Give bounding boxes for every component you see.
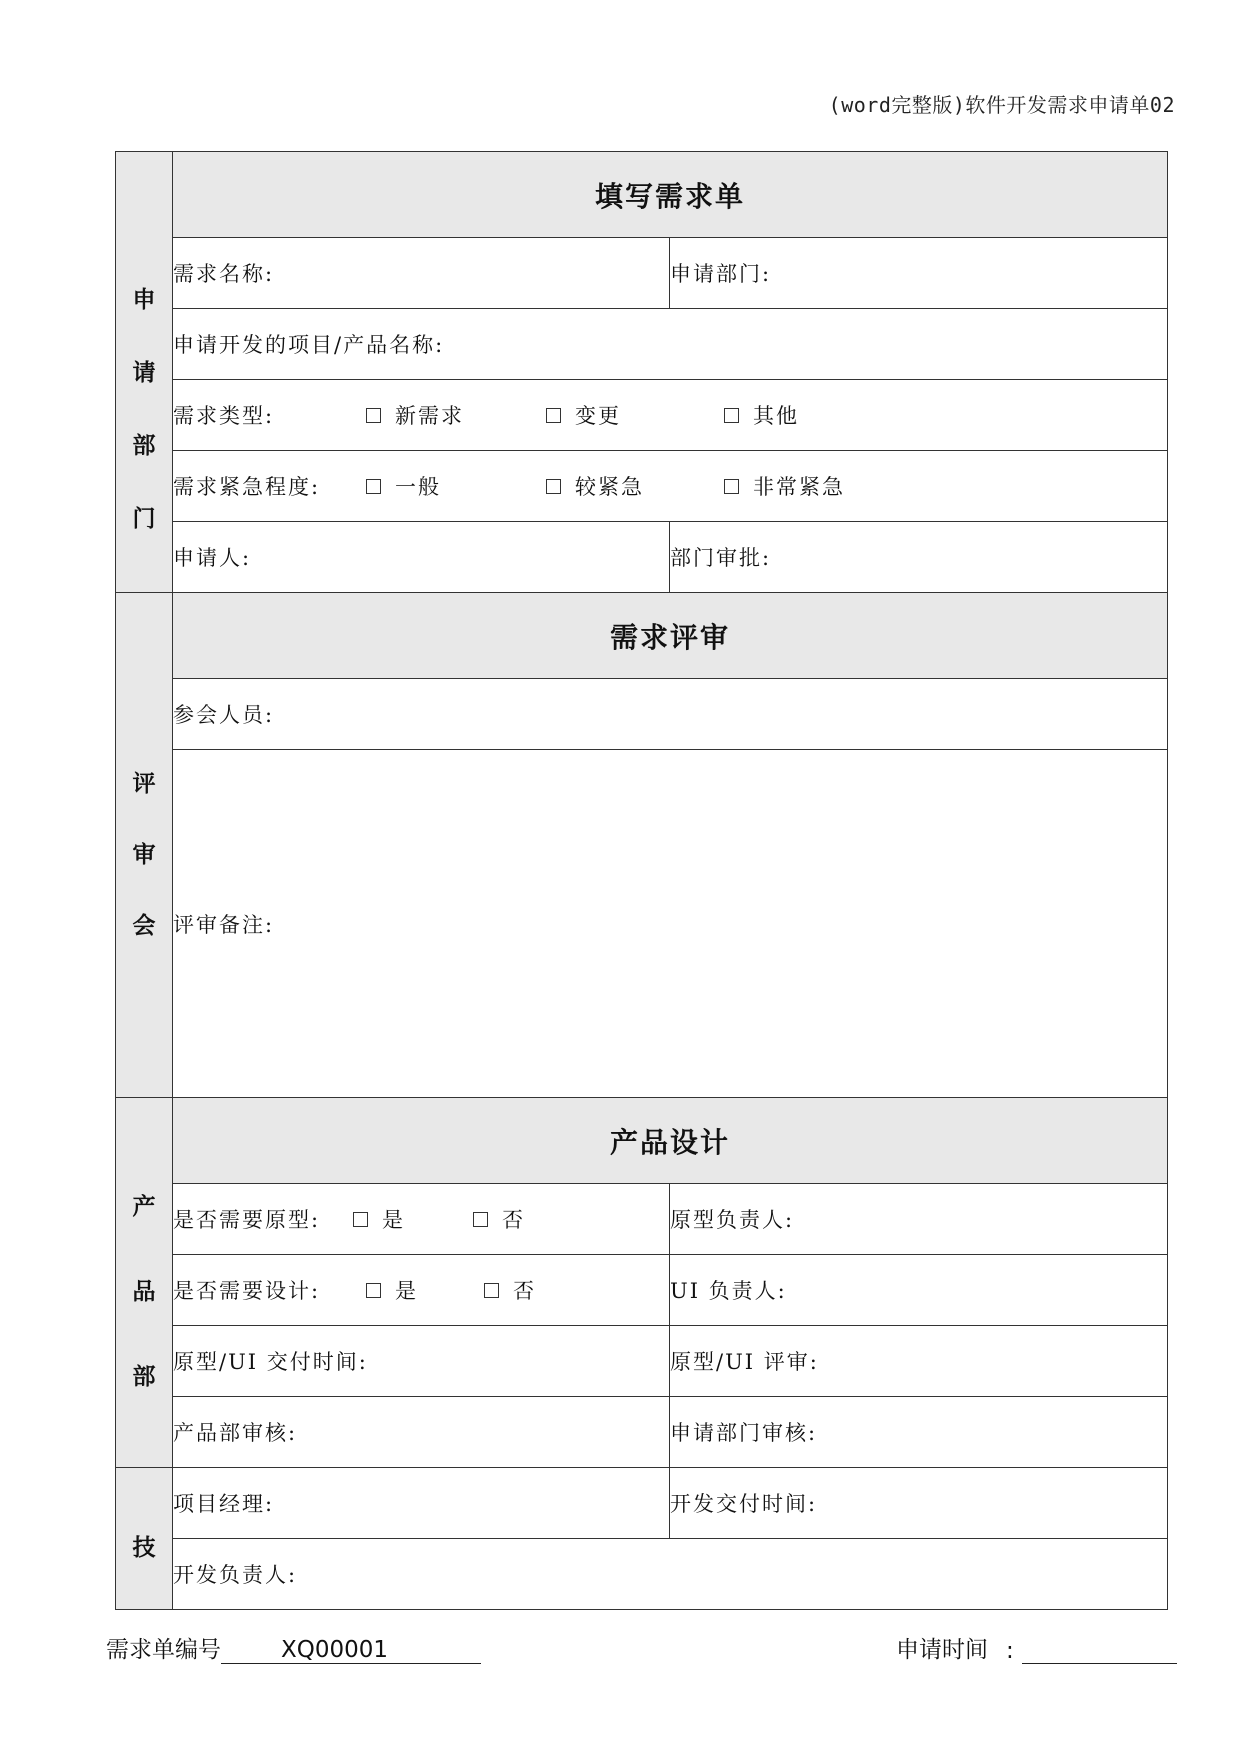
need-prototype-row	[173, 1184, 670, 1255]
dept-approval-field[interactable]: 部门审批:	[670, 522, 1168, 593]
checkbox-icon[interactable]	[546, 479, 561, 494]
project-name-field[interactable]: 申请开发的项目/产品名称:	[173, 309, 1168, 380]
checkbox-icon[interactable]	[473, 1212, 488, 1227]
pm-field[interactable]: 项目经理:	[173, 1468, 670, 1539]
req-name-field[interactable]: 需求名称:	[173, 238, 670, 309]
product-audit-field[interactable]: 产品部审核:	[173, 1397, 670, 1468]
need-design-label: 是否需要设计:	[173, 1279, 321, 1303]
checkbox-icon[interactable]	[366, 479, 381, 494]
section-label-tech: 技	[116, 1468, 173, 1610]
prototype-owner-field[interactable]: 原型负责人:	[670, 1184, 1168, 1255]
apply-time-label: 申请时间	[896, 1637, 988, 1663]
checkbox-icon[interactable]	[724, 479, 739, 494]
section-title-review: 需求评审	[173, 593, 1168, 679]
checkbox-icon[interactable]	[484, 1283, 499, 1298]
need-design-row	[173, 1255, 670, 1326]
section-title-product: 产品设计	[173, 1098, 1168, 1184]
req-number-value[interactable]: XQ00001	[221, 1635, 481, 1664]
checkbox-icon[interactable]	[353, 1212, 368, 1227]
requirement-form-table	[115, 151, 1168, 1610]
req-type-option-change[interactable]: 变更	[546, 400, 724, 430]
applicant-field[interactable]: 申请人:	[173, 522, 670, 593]
urgency-label: 需求紧急程度:	[173, 475, 321, 499]
req-type-label: 需求类型:	[173, 404, 275, 428]
delivery-time-field[interactable]: 原型/UI 交付时间:	[173, 1326, 670, 1397]
need-prototype-no[interactable]: 否	[473, 1204, 525, 1234]
need-prototype-label: 是否需要原型:	[173, 1208, 321, 1232]
req-type-option-new[interactable]: 新需求	[366, 400, 546, 430]
apply-time-line	[896, 1631, 1177, 1664]
checkbox-icon[interactable]	[366, 1283, 381, 1298]
apply-time-colon: :	[1006, 1638, 1014, 1664]
need-design-yes[interactable]: 是	[366, 1275, 484, 1305]
ui-review-field[interactable]: 原型/UI 评审:	[670, 1326, 1168, 1397]
urgency-row	[173, 451, 1168, 522]
review-notes-field[interactable]: 评审备注:	[173, 750, 1168, 1098]
section-title-fill-form: 填写需求单	[173, 152, 1168, 238]
dev-owner-field[interactable]: 开发负责人:	[173, 1539, 1168, 1610]
checkbox-icon[interactable]	[724, 408, 739, 423]
urgency-option-very-urgent[interactable]: 非常紧急	[724, 471, 845, 501]
checkbox-icon[interactable]	[546, 408, 561, 423]
req-number-label: 需求单编号	[106, 1637, 221, 1663]
ui-owner-field[interactable]: UI 负责人:	[670, 1255, 1168, 1326]
dept-audit-field[interactable]: 申请部门审核:	[670, 1397, 1168, 1468]
need-prototype-yes[interactable]: 是	[353, 1204, 473, 1234]
section-label-review: 评 审 会	[116, 593, 173, 1098]
apply-time-value[interactable]	[1022, 1635, 1177, 1664]
checkbox-icon[interactable]	[366, 408, 381, 423]
document-title: (word完整版)软件开发需求申请单02	[828, 93, 1175, 117]
dev-delivery-field[interactable]: 开发交付时间:	[670, 1468, 1168, 1539]
section-label-product: 产 品 部	[116, 1098, 173, 1468]
urgency-option-urgent[interactable]: 较紧急	[546, 471, 724, 501]
section-label-apply-dept: 申 请 部 门	[116, 152, 173, 593]
need-design-no[interactable]: 否	[484, 1275, 536, 1305]
apply-dept-field[interactable]: 申请部门:	[670, 238, 1168, 309]
urgency-option-normal[interactable]: 一般	[366, 471, 546, 501]
req-number-line	[106, 1631, 481, 1664]
req-type-option-other[interactable]: 其他	[724, 400, 799, 430]
attendees-field[interactable]: 参会人员:	[173, 679, 1168, 750]
req-type-row	[173, 380, 1168, 451]
